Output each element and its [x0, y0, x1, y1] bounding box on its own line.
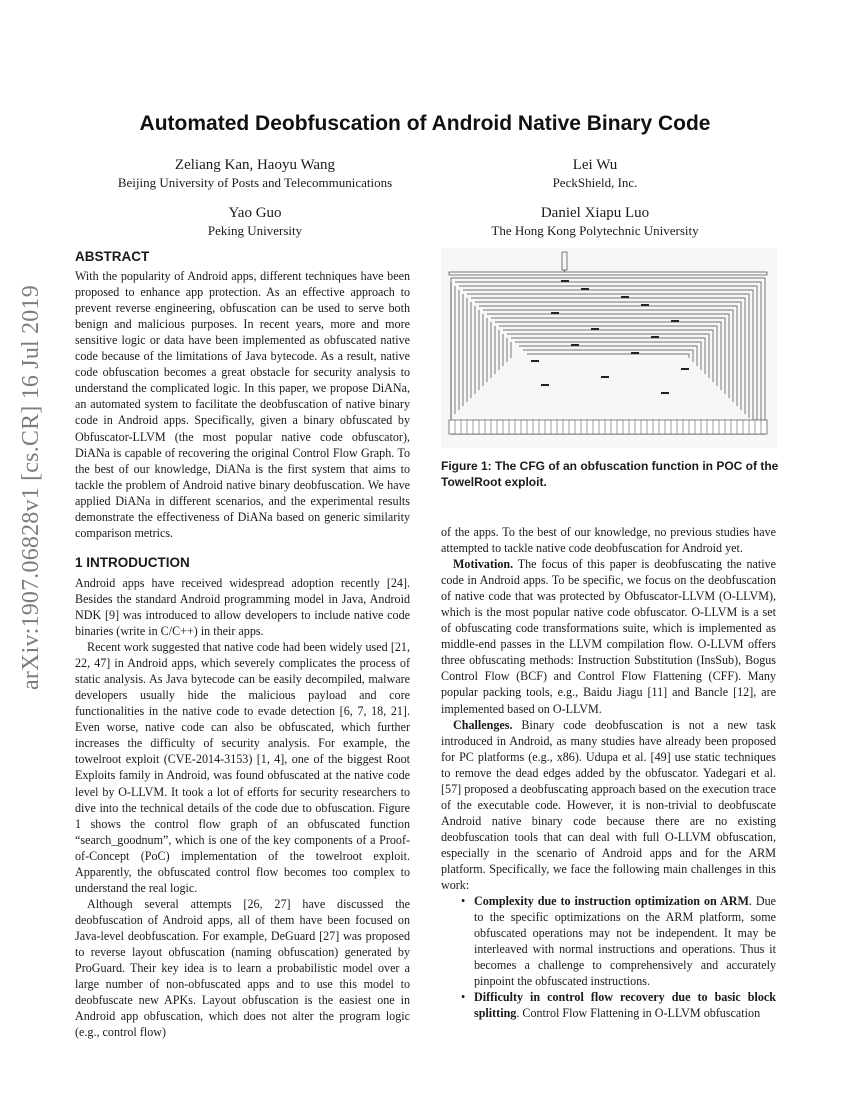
- author-block: [440, 204, 750, 239]
- author-name: Zeliang Kan, Haoyu Wang: [174, 157, 336, 173]
- cfg-graph-icon: [441, 248, 777, 448]
- list-item: [461, 989, 776, 1021]
- paper-title: Automated Deobfuscation of Android Native Binary Code: [139, 112, 711, 135]
- challenges-list: [441, 893, 776, 1021]
- author-block: [440, 156, 750, 191]
- author-affiliation: PeckShield, Inc.: [552, 175, 638, 190]
- author-name: Lei Wu: [572, 157, 618, 173]
- intro-paragraph: Android apps have received widespread adoption recently [24]. Besides the standard Android programming model in Java, Android NDK [9] was introduced to allow developers to include native code binaries (write in C/C++) in their apps.: [75, 575, 410, 639]
- author-block: [75, 204, 435, 239]
- bullet-icon: •: [461, 894, 466, 909]
- cfg-figure: [441, 248, 777, 448]
- author-name: Daniel Xiapu Luo: [540, 205, 650, 221]
- author-affiliation: The Hong Kong Polytechnic University: [491, 223, 699, 238]
- challenges-paragraph: [441, 717, 776, 894]
- continuation-paragraph: of the apps. To the best of our knowledge, no previous studies have attempted to tackle native code deobfuscation for Android yet.: [441, 525, 776, 556]
- list-item-title: Complexity due to instruction optimization on ARM: [474, 894, 749, 909]
- list-item-text: . Due to the specific optimizations on the ARM platform, some obfuscated operations may not be independent. It may be interleaved with normal instructions and operations. Thus it becomes a challenge to comprehensively and accurately pinpoint the obfuscated instructions.: [474, 894, 776, 989]
- author-affiliation: Peking University: [207, 223, 303, 238]
- list-item-text: . Control Flow Flattening in O-LLVM obfuscation: [516, 1006, 761, 1021]
- motivation-paragraph: [441, 556, 776, 716]
- challenges-text: Binary code deobfuscation is not a new task introduced in Android, as many studies have already been proposed for PC platforms (e.g., x86). Udupa et al. [49] use static techniques to remove the dead edges added by the obfuscator. Yadegari et al. [57] proposed a deobfuscating approach based on the execution trace of the executable code. However, it is non-trivial to deobfuscate Android native binary code because there are no existing deobfuscation tools that can deal with full O-LLVM obfuscation, especially in the scenario of Android apps and for the ARM platform. Specifically, we face the following main challenges in this work:: [441, 717, 776, 893]
- author-block: [75, 156, 435, 191]
- bullet-icon: •: [461, 990, 466, 1005]
- left-column: [75, 249, 410, 1040]
- abstract-text: With the popularity of Android apps, different techniques have been proposed to enhance app protection. As an effective approach to prevent reverse engineering, obfuscation can be used to serve both benign and malicious purposes. In recent years, more and more sensitive logic or data have been implemented as obfuscated native code because of the limitations of Java bytecode. As a result, native code obfuscation becomes a great obstacle for security analysis to understand the complicated logic. In this paper, we propose DiANa, an automated system to facilitate the deobfuscation of native binary code in Android apps. Specifically, given a binary obfuscated by Obfuscator-LLVM (the most popular native code obfuscator), DiANa is capable of recovering the original Control Flow Graph. To the best of our knowledge, DiANa is the first system that aims to tackle the problem of Android native binary deobfuscation. We have applied DiANa in different scenarios, and the experimental results demonstrate the effectiveness of DiANa based on generic similarity comparison metrics.: [75, 269, 410, 540]
- figure-caption: Figure 1: The CFG of an obfuscation function in POC of the TowelRoot exploit.: [441, 459, 779, 489]
- intro-paragraph: Although several attempts [26, 27] have discussed the deobfuscation of Android apps, all of them have been focused on Java-level deobfuscation. For example, DeGuard [27] was proposed to reverse layout obfuscation (naming obfuscation) generated by ProGuard. Their key idea is to learn a probabilistic model over a large number of non-obfuscated apps and to use this model to deobfuscate new APKs. Layout obfuscation is the easiest one in Android app obfuscation, which does not alter the program logic (e.g., control flow): [75, 896, 410, 1040]
- right-column: [441, 524, 776, 1021]
- abstract-heading: ABSTRACT: [75, 249, 150, 264]
- motivation-text: The focus of this paper is deobfuscating the native code in Android apps. To be specific, we focus on the deobfuscation of native code that was protected by Obfuscator-LLVM (O-LLVM), which is the most popular native code obfuscator. O-LLVM is a set of obfuscating code transformations suite, which is implemented as middle-end passes in the LLVM compilation flow. O-LLVM offers three obfuscating methods: Instruction Substitution (InsSub), Bogus Control Flow (BCF) and Control Flow Flattening (CFF). Many popular packing tools, e.g., Baidu Jiagu [11] and Bancle [12], are implemented based on O-LLVM.: [441, 557, 776, 716]
- list-item-title: Difficulty in control flow recovery due to basic block splitting: [474, 990, 776, 1021]
- arxiv-identifier[interactable]: arXiv:1907.06828v1 [cs.CR] 16 Jul 2019: [18, 285, 44, 690]
- author-affiliation: Beijing University of Posts and Telecommunications: [117, 175, 393, 190]
- challenges-label: Challenges.: [453, 717, 513, 732]
- motivation-label: Motivation.: [453, 557, 514, 572]
- intro-paragraph: Recent work suggested that native code had been widely used [21, 22, 47] in Android apps, which severely complicates the process of static analysis. As Java bytecode can be easily decompiled, malware developers usually hide the malicious payload and core functionalities in the native code to evade detection [6, 7, 18, 21]. Even worse, native code can also be obfuscated, which further increases the difficulty of security analysis. For example, the towelroot exploit (CVE-2014-3153) [1, 4], one of the biggest Root Exploits family in Android, was found obfuscated at the native code level by O-LLVM. It took a lot of efforts for security researchers to dive into the technical details of the code due to obfuscation. Figure 1 shows the control flow graph of an obfuscated function “search_goodnum”, which is one of the key components of a Proof-of-Concept (PoC) implementation of the towelroot exploit. Apparently, the obfuscated control flow becomes too complex to understand the real logic.: [75, 640, 410, 895]
- introduction-heading: 1 INTRODUCTION: [75, 554, 190, 570]
- author-name: Yao Guo: [228, 205, 282, 221]
- list-item: [461, 893, 776, 989]
